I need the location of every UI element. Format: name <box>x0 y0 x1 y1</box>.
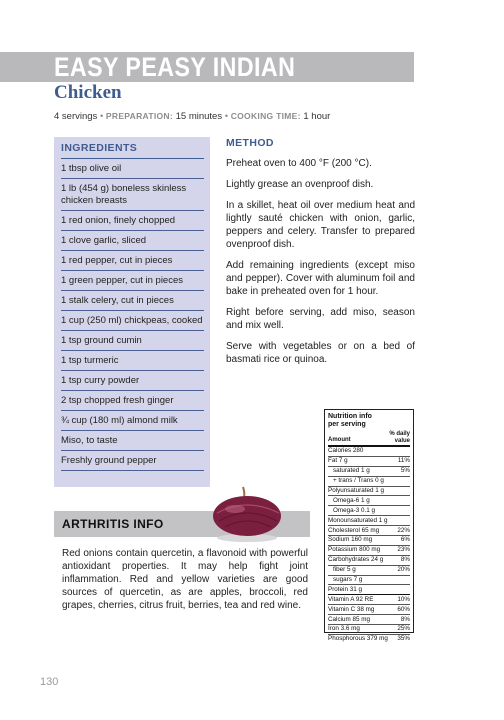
nutrition-row <box>328 496 410 506</box>
method-step: Serve with vegetables or on a bed of basmati rice or quinoa. <box>226 341 415 365</box>
nutrient-dv: 25% <box>397 625 410 633</box>
nutrition-row <box>328 447 410 457</box>
nutrient-name: fiber 5 g <box>333 566 356 574</box>
ingredient-item: 1 tbsp olive oil <box>61 159 204 179</box>
nutrient-name: Carbohydrates 24 g <box>328 556 384 564</box>
nutrient-name: Fat 7 g <box>328 457 348 465</box>
nutrient-name: Calcium 85 mg <box>328 615 370 623</box>
nutrition-row <box>328 625 410 635</box>
ingredient-item: 1 stalk celery, cut in pieces <box>61 291 204 311</box>
arthritis-text: Red onions contain quercetin, a flavonoid with powerful antioxidant properties. It may help fight joint inflammation. Red and yellow varieties are good sources of quercetin, as are apples, broccoli, red grapes, cherries, citrus fruit, berries, tea and red wine. <box>62 548 308 611</box>
servings: 4 servings <box>54 111 98 122</box>
nutrient-dv: 35% <box>397 635 410 643</box>
method-step: Lightly grease an ovenproof dish. <box>226 179 374 190</box>
ingredient-item: 1 clove garlic, sliced <box>61 231 204 251</box>
ingredients-panel <box>54 137 210 487</box>
nutrition-row <box>328 467 410 477</box>
nutrient-dv: 11% <box>397 457 410 465</box>
nutrient-dv: 23% <box>397 546 410 554</box>
onion-highlight <box>225 505 245 513</box>
nutrition-dv-label-1: % daily <box>389 431 410 437</box>
nutrition-row <box>328 526 410 536</box>
nutrition-facts-box <box>324 409 414 643</box>
method-step: Add remaining ingredients (except miso and pepper). Cover with aluminum foil and bake in preheated oven for 1 hour. <box>226 260 415 297</box>
nutrient-dv: 10% <box>397 595 410 603</box>
ingredient-item: ¾ cup (180 ml) almond milk <box>61 411 204 431</box>
nutrient-dv: 8% <box>400 556 410 564</box>
ingredient-item: Miso, to taste <box>61 431 204 451</box>
recipe-subtitle: Chicken <box>54 82 122 103</box>
ingredient-item: 1 red pepper, cut in pieces <box>61 251 204 271</box>
nutrient-dv: 20% <box>397 566 410 574</box>
nutrition-row <box>328 595 410 605</box>
prep-label: PREPARATION: <box>105 111 173 121</box>
ingredient-item: 1 tsp turmeric <box>61 351 204 371</box>
nutrient-dv: 6% <box>400 536 410 544</box>
meta-separator: • <box>224 111 229 122</box>
nutrition-dv-label-2: value <box>394 437 410 444</box>
nutrient-name: Iron 3.6 mg <box>328 625 360 633</box>
cook-value: 1 hour <box>303 111 331 122</box>
nutrition-header <box>328 431 410 447</box>
nutrition-row <box>328 536 410 546</box>
nutrient-dv: 60% <box>397 605 410 613</box>
arthritis-heading: ARTHRITIS INFO <box>62 517 164 531</box>
cook-label: COOKING TIME: <box>230 111 301 121</box>
nutrient-name: saturated 1 g <box>333 467 370 475</box>
nutrition-row <box>328 477 410 487</box>
nutrition-row <box>328 615 410 625</box>
nutrient-dv: 22% <box>397 526 410 534</box>
nutrition-title-line2: per serving <box>328 421 366 428</box>
nutrient-name: Omega-3 0.1 g <box>333 506 376 514</box>
nutrient-name: Cholesterol 65 mg <box>328 526 380 534</box>
nutrition-row <box>328 585 410 595</box>
ingredient-item: 1 red onion, finely chopped <box>61 211 204 231</box>
nutrition-row <box>328 546 410 556</box>
nutrient-name: Potassium 800 mg <box>328 546 381 554</box>
nutrient-name: Polyunsaturated 1 g <box>328 487 385 494</box>
nutrient-dv: 8% <box>400 615 410 623</box>
nutrient-name: Calories 280 <box>328 447 364 455</box>
nutrient-name: sugars 7 g <box>333 576 363 584</box>
page-number: 130 <box>40 676 59 688</box>
nutrition-row <box>328 566 410 576</box>
nutrient-dv: 5% <box>400 467 410 475</box>
nutrition-row <box>328 605 410 615</box>
prep-value: 15 minutes <box>175 111 223 122</box>
nutrient-name: Sodium 160 mg <box>328 536 373 544</box>
ingredient-item: 1 tsp curry powder <box>61 371 204 391</box>
red-onion-illustration <box>207 483 287 543</box>
meta-separator: • <box>99 111 104 122</box>
ingredient-item: 1 tsp ground cumin <box>61 331 204 351</box>
recipe-title: EASY PEASY INDIAN <box>54 52 296 82</box>
nutrient-name: Omega-6 1 g <box>333 496 370 504</box>
nutrition-title-line1: Nutrition info <box>328 413 372 420</box>
nutrition-row <box>328 487 410 497</box>
nutrition-row <box>328 635 410 644</box>
recipe-meta <box>54 111 330 122</box>
nutrient-name: Phosphorous 379 mg <box>328 635 388 643</box>
ingredient-item: 1 lb (454 g) boneless skinless chicken breasts <box>61 179 204 211</box>
nutrition-amount-label: Amount <box>328 437 351 443</box>
ingredient-item: 1 green pepper, cut in pieces <box>61 271 204 291</box>
method-section <box>226 137 415 374</box>
ingredients-list <box>61 159 204 471</box>
ingredient-item: Freshly ground pepper <box>61 451 204 471</box>
nutrition-row <box>328 457 410 467</box>
method-step: Right before serving, add miso, season and mix well. <box>226 307 415 331</box>
ingredient-item: 1 cup (250 ml) chickpeas, cooked <box>61 311 204 331</box>
nutrition-row <box>328 556 410 566</box>
nutrition-row <box>328 506 410 516</box>
nutrient-name: Protein 31 g <box>328 585 362 593</box>
nutrient-name: + trans / Trans 0 g <box>333 477 384 485</box>
onion-sprout <box>243 487 244 497</box>
nutrient-name: Monounsaturated 1 g <box>328 516 388 524</box>
nutrition-row <box>328 516 410 526</box>
ingredient-item: 2 tsp chopped fresh ginger <box>61 391 204 411</box>
nutrition-row <box>328 576 410 586</box>
method-step: Preheat oven to 400 °F (200 °C). <box>226 158 372 169</box>
method-heading: METHOD <box>226 137 274 149</box>
method-step: In a skillet, heat oil over medium heat and lightly sauté chicken with onion, garlic, peppers and celery. Transfer to prepared ovenproof dish. <box>226 200 415 250</box>
ingredients-heading: INGREDIENTS <box>61 142 204 159</box>
onion-bulb <box>213 496 281 536</box>
nutrient-name: Vitamin C 38 mg <box>328 605 375 613</box>
nutrient-name: Vitamin A 92 RE <box>328 595 374 603</box>
